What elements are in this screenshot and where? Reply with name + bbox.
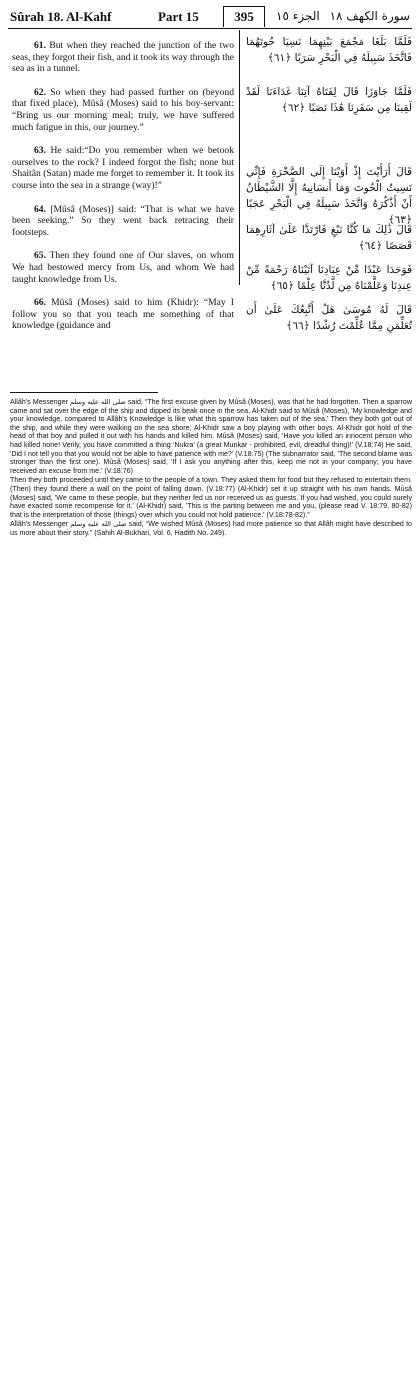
verse-number: 66. <box>34 297 46 309</box>
verse-text: Mûsâ (Moses) said to him (Khidr): “May I follow you so that you teach me something of that knowledge (guidance and <box>12 297 234 332</box>
footnote-text: Allâh's Messenger <box>10 520 69 529</box>
footnote-text: Then they both proceeded until they came to the people of a town. They asked them for food but they refused to entertain them. (Then) they found there a wall on the point of falling down. (V.18:77) (Al-Khidr) set it up straight with his own hands. Mûsâ (Moses) said, 'We came to these people, but they neither fed us nor received us as guests. If you had wished, you could surely have exacted some recompense for it.' (Al-Khidr) said, 'This is the parting between me and you, (please read V. 18:79, 80-82) that is the interpretation of those (things) over which you could not hold patience.' (V.18:78-82).” <box>10 476 412 519</box>
footnote-text: said, “We wished Mûsâ (Moses) had more patience so that Allâh might have described to us more about their story.” (Sahih Al-Bukhari, Vol. 6, Hadith No. 249). <box>10 520 412 537</box>
verse-62 <box>12 87 234 133</box>
footnote-text: said, “The first excuse given by Mûsâ (Moses), was that he had forgotten. Then a sparrow came and sat over the edge of the ship and dipped its beak once in the sea. Al-Khidr said to Mûsâ (Moses), 'My knowledge and your knowledge, compared to Allâh's Knowledge is like what this sparrow has taken out of the sea.' Then they both got out of the ship, and while they were walking on the sea shore, Al-Khidr saw a boy playing with other boys. Al-Khidr got hold of the head of that boy and pulled it out with his hands and killed him. Mûsâ (Moses) said, 'Have you killed an innocent person who had killed none! Verily, you have committed a thing ‘Nukra’ (a great Munkar - prohibited, evil, dreadful thing)!' (V.18:74) He said, 'Did I not tell you that you would not be able to have patience with me?' (V.18:75) (The subnarrator said, 'The second blame was stronger than the first one). Mûsâ (Moses) said, 'If I ask you anything after this, keep me not in your company; you have received an excuse from me.' (V.18:76) <box>10 398 412 475</box>
verse-64 <box>12 204 234 239</box>
verse-number: 65. <box>34 250 46 262</box>
column-divider <box>239 30 240 285</box>
page-header <box>8 6 412 29</box>
verse-text: But when they reached the junction of the two seas, they forgot their fish, and it took its way through the sea as in a tunnel. <box>12 40 234 75</box>
salutation-arabic: صلى الله عليه وسلم <box>70 520 127 529</box>
footnote-paragraph <box>10 398 412 475</box>
juz-label-arabic: الجزء ١٥ <box>276 9 320 23</box>
verse-number: 61. <box>34 40 46 51</box>
arabic-verse-66: قَالَ لَهُ مُوسَىٰ هَلْ أَتَّبِعُكَ عَلَىٰ أَن تُعَلِّمَنِ مِمَّا عُلِّمْتَ رُشْدًا ﴿٦٦﴾ <box>246 304 412 332</box>
surah-title-arabic: سورة الكهف ١٨ <box>329 9 410 23</box>
arabic-verse-63: قَالَ أَرَأَيْتَ إِذْ أَوَيْنَا إِلَى الصَّخْرَةِ فَإِنِّي نَسِيتُ الْحُوتَ وَمَا أَنسَانِيهُ إِلَّا الشَّيْطَانُ أَنْ أَذْكُرَهُ وَاتَّخَذَ سَبِيلَهُ فِي الْبَحْرِ عَجَبًا ﴿٦٣﴾ <box>246 166 412 226</box>
page-number: 395 <box>223 6 265 27</box>
part-label: Part 15 <box>158 9 199 24</box>
arabic-verse-64: قَالَ ذَٰلِكَ مَا كُنَّا نَبْغِ فَارْتَدَّا عَلَىٰ آثَارِهِمَا قَصَصًا ﴿٦٤﴾ <box>246 224 412 252</box>
footnote-paragraph <box>10 476 412 519</box>
footnotes <box>10 398 412 539</box>
verse-text: He said:“Do you remember when we betook ourselves to the rock? I indeed forgot the fish; none but Shaitân (Satan) made me forget to remember it. It took its course into the sea in a strange (way)!” <box>12 145 234 191</box>
surah-title: Sûrah 18. Al-Kahf <box>10 9 112 24</box>
arabic-verse-62: فَلَمَّا جَاوَزَا قَالَ لِفَتَاهُ آتِنَا غَدَاءَنَا لَقَدْ لَقِينَا مِن سَفَرِنَا هَٰذَا نَصَبًا ﴿٦٢﴾ <box>246 86 412 114</box>
arabic-verse-65: فَوَجَدَا عَبْدًا مِّنْ عِبَادِنَا آتَيْنَاهُ رَحْمَةً مِّنْ عِندِنَا وَعَلَّمْنَاهُ مِن لَّدُنَّا عِلْمًا ﴿٦٥﴾ <box>246 264 412 292</box>
verse-text: [Mûsâ (Moses)] said: “That is what we have been seeking.” So they went back retracing their footsteps. <box>12 203 234 238</box>
footnote-separator <box>10 392 158 393</box>
arabic-verse-61: فَلَمَّا بَلَغَا مَجْمَعَ بَيْنِهِمَا نَسِيَا حُوتَهُمَا فَاتَّخَذَ سَبِيلَهُ فِي الْبَحْرِ سَرَبًا ﴿٦١﴾ <box>246 36 412 64</box>
verse-61 <box>12 40 234 75</box>
footnote-text: Allâh's Messenger <box>10 398 68 406</box>
translation-column <box>12 40 234 344</box>
verse-65 <box>12 250 234 285</box>
arabic-column <box>246 34 412 334</box>
salutation-arabic: صلى الله عليه وسلم <box>70 398 126 406</box>
footnote-paragraph <box>10 520 412 537</box>
verse-66 <box>12 297 234 332</box>
verse-number: 63. <box>34 145 46 157</box>
verse-text: Then they found one of Our slaves, on whom We had bestowed mercy from Us, and whom We had taught knowledge from Us. <box>12 250 234 285</box>
verse-63 <box>12 145 234 191</box>
verse-text: So when they had passed further on (beyond that fixed place), Mûsâ (Moses) said to his boy-servant: “Bring us our morning meal; truly, we have suffered much fatigue in this, our journey.” <box>12 86 234 133</box>
verse-number: 64. <box>34 203 46 215</box>
verse-number: 62. <box>34 86 46 98</box>
